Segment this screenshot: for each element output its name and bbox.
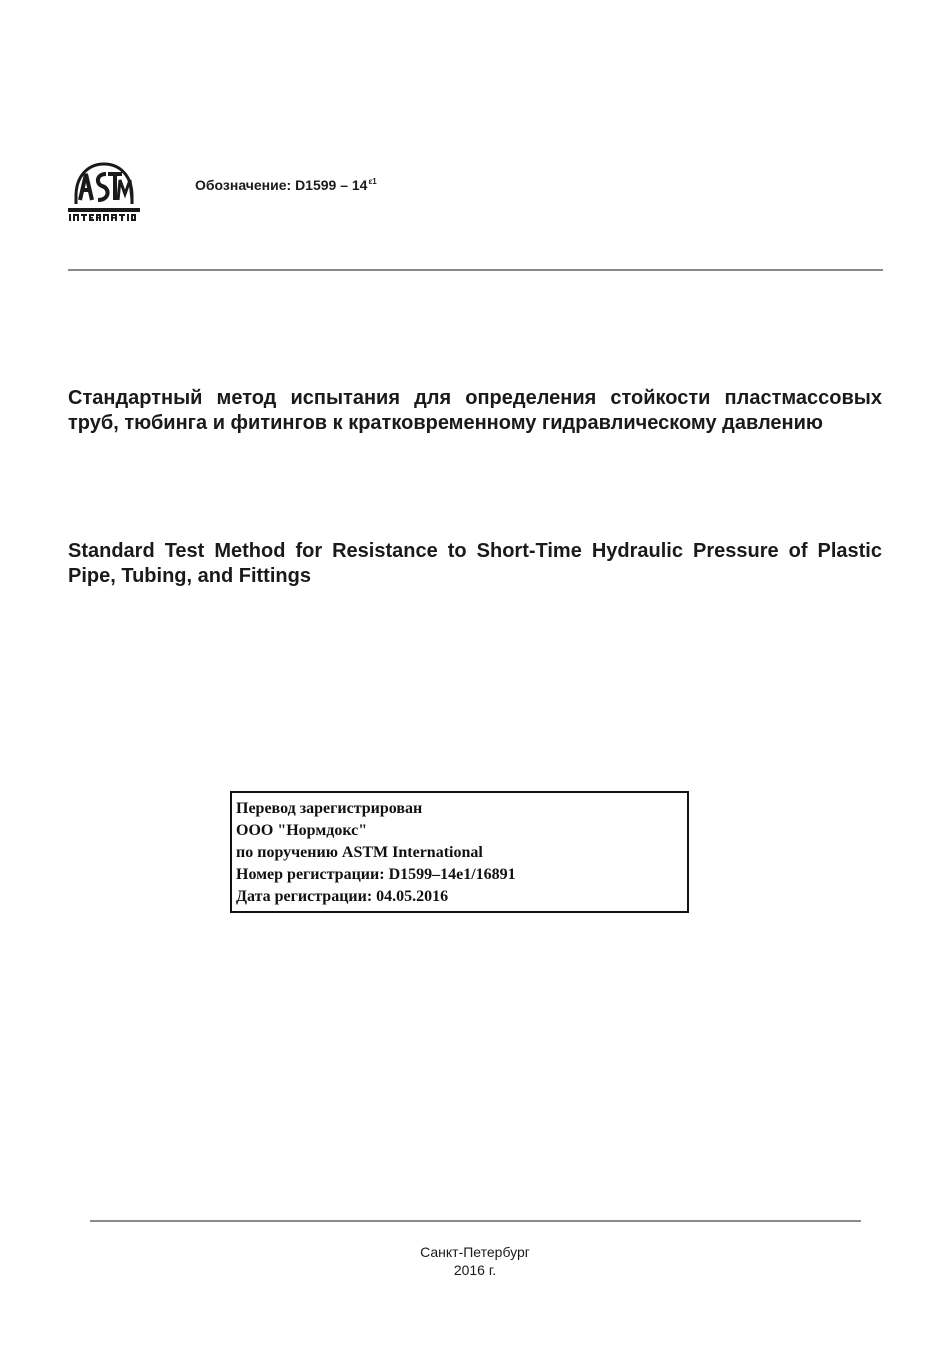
registration-line-3: по поручению ASTM International xyxy=(236,844,483,861)
registration-box xyxy=(230,791,689,913)
footer-divider xyxy=(90,1220,861,1222)
designation-superscript: ε1 xyxy=(368,177,377,186)
title-english: Standard Test Method for Resistance to Short-Time Hydraulic Pressure of Plastic Pipe, Tubing, and Fittings xyxy=(68,540,882,587)
footer xyxy=(0,1243,950,1279)
header-divider xyxy=(68,269,883,271)
title-russian: Стандартный метод испытания для определения стойкости пластмассовых труб, тюбинга и фитингов к кратковременному гидравлическому давлению xyxy=(68,387,882,434)
astm-logo-icon xyxy=(66,160,142,226)
designation-label: Обозначение: D1599 – 14 xyxy=(195,177,368,193)
registration-line-2: ООО "Нормдокс" xyxy=(236,822,368,839)
footer-year: 2016 г. xyxy=(453,1262,497,1278)
astm-logo xyxy=(66,160,142,226)
footer-city: Санкт-Петербург xyxy=(420,1244,530,1260)
registration-number: Номер регистрации: D1599–14e1/16891 xyxy=(236,866,516,883)
registration-date: Дата регистрации: 04.05.2016 xyxy=(236,888,449,905)
registration-line-1: Перевод зарегистрирован xyxy=(236,800,423,817)
designation xyxy=(195,177,377,193)
